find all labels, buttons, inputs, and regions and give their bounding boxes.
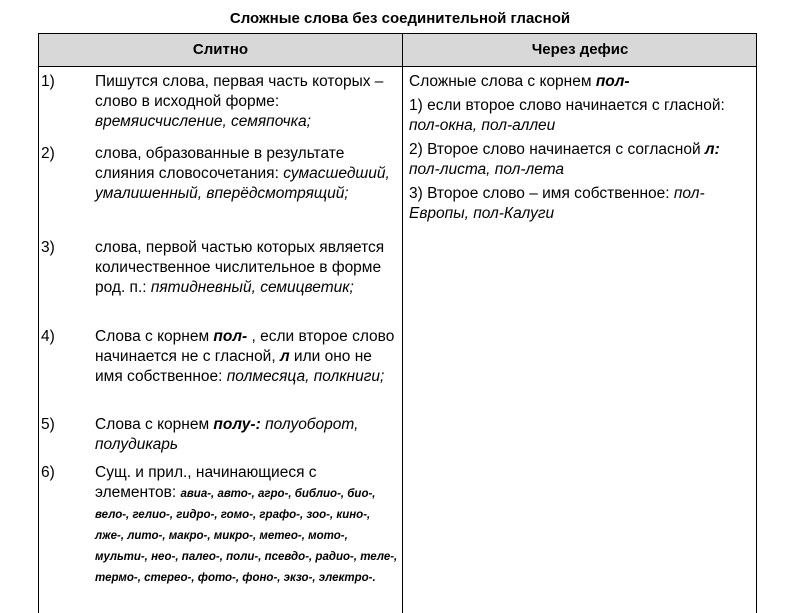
example-words: пятидневный, семицветик; <box>150 279 354 296</box>
root-highlight: полу-: <box>213 416 261 433</box>
list-item: 2) Второе слово начинается с согласной л: пол-листа, пол-лета <box>409 141 720 178</box>
page-title: Сложные слова без соединительной гласной <box>229 10 571 27</box>
list-item <box>39 72 402 144</box>
letter-highlight: л <box>279 348 290 365</box>
table-header <box>39 34 756 67</box>
list-item <box>39 238 402 327</box>
item-text: слова, образованные в результате слияния словосочетания: сумасшедший, умалишенный, вперёдсмотрящий; <box>95 145 390 202</box>
list-item: Сложные слова с корнем пол- <box>409 73 630 90</box>
list-item: 3) Второе слово – имя собственное: пол-Европы, пол-Калуги <box>409 185 705 222</box>
example-words: пол-окна, пол-аллеи <box>409 117 556 134</box>
item-number: 1) <box>41 73 55 90</box>
list-item <box>39 327 402 415</box>
example-words: сумасшедший, умалишенный, вперёдсмотрящий; <box>95 165 390 202</box>
example-words: полуоборот, полудикарь <box>95 416 359 453</box>
list-item <box>39 463 402 588</box>
header-hyphen: Через дефис <box>531 41 629 58</box>
list-item <box>39 144 402 238</box>
example-words: пол-Европы, пол-Калуги <box>409 185 705 222</box>
item-number: 2) <box>41 145 55 162</box>
column-divider <box>402 34 403 613</box>
list-item <box>39 415 402 463</box>
header-together: Слитно <box>192 41 249 58</box>
item-text: Сущ. и прил., начинающиеся с элементов: авиа-, авто-, агро-, библио-, био-, вело-, гелио-, гидро-, гомо-, графо-, зоо-, кино-, лже-, лито-, макро-, микро-, метео-, мото-, мульти-, нео-, палео-, поли-, псевдо-, радио-, теле-, термо-, стерео-, фото-, фоно-, экзо-, электро-. <box>95 464 398 584</box>
item-text: Слова с корнем полу-: полуоборот, полудикарь <box>95 416 359 453</box>
item-text: Пишутся слова, первая часть которых – слово в исходной форме: времяисчисление, семяпочка; <box>95 73 384 130</box>
root-highlight: пол- <box>213 328 248 345</box>
item-number: 6) <box>41 464 55 481</box>
elements-list: авиа-, авто-, агро-, библио-, био-, вело-, гелио-, гидро-, гомо-, графо-, зоо-, кино-, лже-, лито-, макро-, микро-, метео-, мото-, мульти-, нео-, палео-, поли-, псевдо-, радио-, теле-, термо-, стерео-, фото-, фоно-, экзо-, электро-. <box>95 488 398 584</box>
item-number: 3) <box>41 239 55 256</box>
example-words: пол-листа, пол-лета <box>409 161 565 178</box>
example-words: времяисчисление, семяпочка; <box>95 113 311 130</box>
list-item: 1) если второе слово начинается с гласной: пол-окна, пол-аллеи <box>409 97 725 134</box>
left-column <box>39 72 402 588</box>
rules-table <box>38 33 757 613</box>
item-number: 4) <box>41 328 55 345</box>
item-text: слова, первой частью которых является количественное числительное в форме род. п.: пятидневный, семицветик; <box>95 239 385 296</box>
right-column <box>409 72 751 228</box>
item-number: 5) <box>41 416 55 433</box>
letter-highlight: л: <box>704 141 720 158</box>
example-words: полмесяца, полкниги; <box>226 368 385 385</box>
item-text: Слова с корнем пол- , если второе слово начинается не с гласной, л или оно не имя собственное: полмесяца, полкниги; <box>95 328 395 385</box>
root-highlight: пол- <box>595 73 630 90</box>
